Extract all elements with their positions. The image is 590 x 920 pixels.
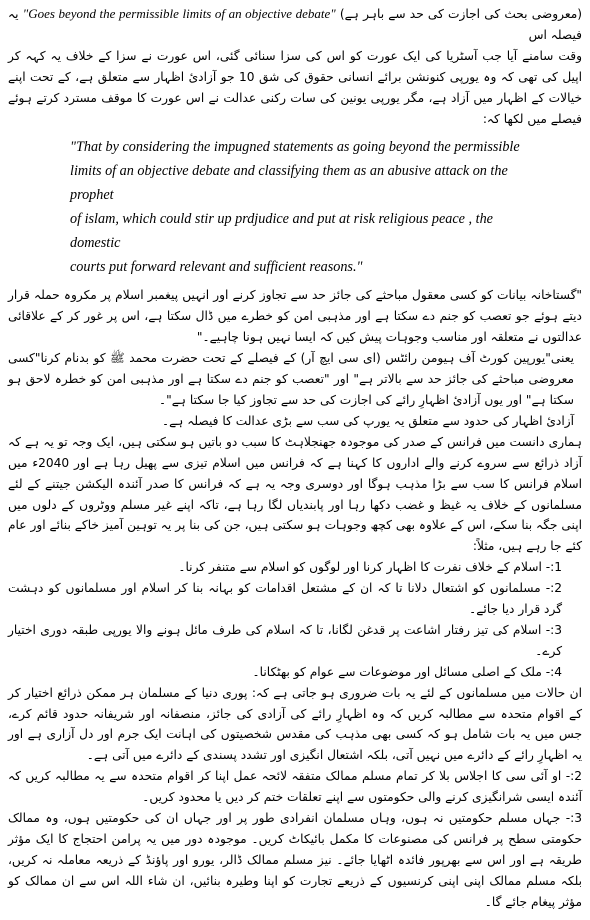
paragraph-8: 3:- جہاں مسلم حکومتیں نہ ہوں، وہاں مسلمان انفرادی طور پر اور جہاں ان کی حکومتیں ہوں، وہ ممالک حکومتی سطح پر فرانس کی مصنوعات کا مکمل بائیکاٹ کریں۔ موجودہ دور میں یہ پرامن احتجاج کا ایک مؤثر طریقہ ہے اور اس سے بھرپور فائدہ اٹھایا جائے۔ نیز مسلم ممالک ڈالر، یورو اور پاؤنڈ کے ذریعہ معاملہ نہ کریں، بلکہ مسلم ممالک اپنی اپنی کرنسیوں کے ذریعے تجارت کو اپنا وطیرہ بنائیں، ان شاء اللہ اس سے ان ممالک کو مؤثر پیغام جائے گا۔ <box>8 811 582 909</box>
list-item: 2:- مسلمانوں کو اشتعال دلانا تا کہ ان کے مشتعل اقدامات کو بہانہ بنا کر اسلام اور مسلمانوں کو دہشت گرد قرار دیا جائے۔ <box>8 581 562 617</box>
quote-line-3: of islam, which could stir up prdjudice and put at risk religious peace , the domestic <box>70 211 493 252</box>
quote-line-2: limits of an objective debate and classifying them as an abusive attack on the prophet <box>70 163 508 204</box>
paragraph-3: یعنی"یورپین کورٹ آف ہیومن رائٹس (ای سی ایچ آر) کے فیصلے کے تحت حضرت محمد ﷺ کو بدنام کرنا"کسی معروضی مباحثے کی جائز حد سے بالاتر ہے" اور "تعصب کو جنم دے سکتا ہے اور مذہبی امن کو خطرہ لاحق ہو سکتا ہے" اور یوں آزادیٔ اظہارِ رائے کی اجازت کی حد سے تجاوز کیا جا سکتا ہے"۔ <box>8 351 574 407</box>
list-item: 1:- اسلام کے خلاف نفرت کا اظہار کرنا اور لوگوں کو اسلام سے متنفر کرنا۔ <box>178 560 562 575</box>
lead-tail: یہ فیصلہ اس <box>8 7 582 42</box>
paragraph-5: ہماری دانست میں فرانس کے صدر کی موجودہ جھنجلاہٹ کا سبب دو باتیں ہو سکتی ہیں، ایک وجہ تو یہ ہے کہ آزاد ذرائع سے سروے کرنے والے اداروں کا کہنا ہے کہ فرانس میں اسلام تیزی سے پھیل رہا ہے اور 2040ء میں اسلام فرانس کا سب سے بڑا مذہب ہوگا اور دوسری وجہ یہ ہے کہ فرانس کا صدر آئندہ الیکشن جیتنے کے لئے مسلمانوں کے خلاف یہ غیظ و غضب دکھا رہا اور پابندیاں لگا رہا ہے، تاکہ اپنے غیر مسلم ووٹروں کے دلوں میں اپنی جگہ بنا سکے، اس کے علاوہ بھی کچھ وجوہات ہو سکتی ہیں، جن کی بنا پر یہ توہین آمیز خاکے بنائے اور عام کئے جا رہے ہیں، مثلاً: <box>8 434 582 554</box>
english-quote <box>70 135 540 279</box>
lead-line <box>8 4 582 46</box>
paragraph-2: "گستاخانہ بیانات کو کسی معقول مباحثے کی جائز حد سے تجاوز کرنے اور انہیں پیغمبر اسلام پر مکروہ حملہ قرار دیتے ہوئے جو تعصب کو جنم دے سکتا ہے اور مذہبی امن کو خطرے میں ڈال سکتا ہے، اس پر غور کر کے علاقائی عدالتوں نے متعلقہ اور مناسب وجوہات پیش کیں کہ ایسا نہیں ہونا چاہیے۔" <box>8 288 582 345</box>
list-item: 3:- اسلام کی تیز رفتار اشاعت پر قدغن لگانا، تا کہ اسلام کی طرف مائل ہونے والا یورپی طبقہ دوری اختیار کرے۔ <box>8 622 562 658</box>
paragraph-6: ان حالات میں مسلمانوں کے لئے یہ بات ضروری ہو جاتی ہے کہ: پوری دنیا کے مسلمان ہر ممکن ذرائع اختیار کر کے اقوام متحدہ سے مطالبہ کریں کہ وہ اظہارِ رائے کی آزادی کی جائز، منصفانہ اور شریفانہ حدود قائم کرے، جس میں یہ بات شامل ہو کہ کسی بھی مذہب کی مقدس شخصیتوں کی اہانت ایک جرم اور دل آزاری ہے اور یہ اظہارِ رائے کے دائرے میں نہیں آتی، بلکہ اشتعال انگیزی اور تشدد پسندی کے دائرے میں آتی ہے۔ <box>8 685 582 763</box>
lead-en-phrase: "Goes beyond the permissible limits of an objective debate" <box>22 6 336 21</box>
quote-line-4: courts put forward relevant and sufficient reasons." <box>70 259 363 276</box>
paragraph-1: وقت سامنے آیا جب آسٹریا کی ایک عورت کو اس کی سزا سنائی گئی، اس عورت نے سزا کے خلاف یہ کہہ کر اپیل کی تھی کہ وہ یورپی کنونشن برائے انسانی حقوق کی شق 10 جو آزادیٔ اظہار سے متعلق ہے، کے تحت اپنے خیالات کے اظہار میں آزاد ہے، مگر یورپی یونین کی سات رکنی عدالت نے اس عورت کا موقف مسترد کرتے ہوئے فیصلے میں لکھا کہ: <box>8 48 582 126</box>
paragraph-7: 2:- او آئی سی کا اجلاس بلا کر تمام مسلم ممالک متفقہ لائحہ عمل اپنا کر اقوام متحدہ سے یہ مطالبہ کریں کہ آئندہ ایسی شرانگیزی کرنے والی حکومتوں سے اپنے تعلقات ختم کر دیں یا محدود کریں۔ <box>8 769 582 805</box>
lead-ur-phrase: (معروضی بحث کی اجازت کی حد سے باہر ہے) <box>339 7 583 21</box>
paragraph-4: آزادیٔ اظہار کی حدود سے متعلق یہ یورپ کی سب سے بڑی عدالت کا فیصلہ ہے۔ <box>161 413 574 428</box>
list-item: 4:- ملک کے اصلی مسائل اور موضوعات سے عوام کو بھٹکانا۔ <box>252 664 562 679</box>
quote-line-1: "That by considering the impugned statements as going beyond the permissible <box>70 139 520 156</box>
